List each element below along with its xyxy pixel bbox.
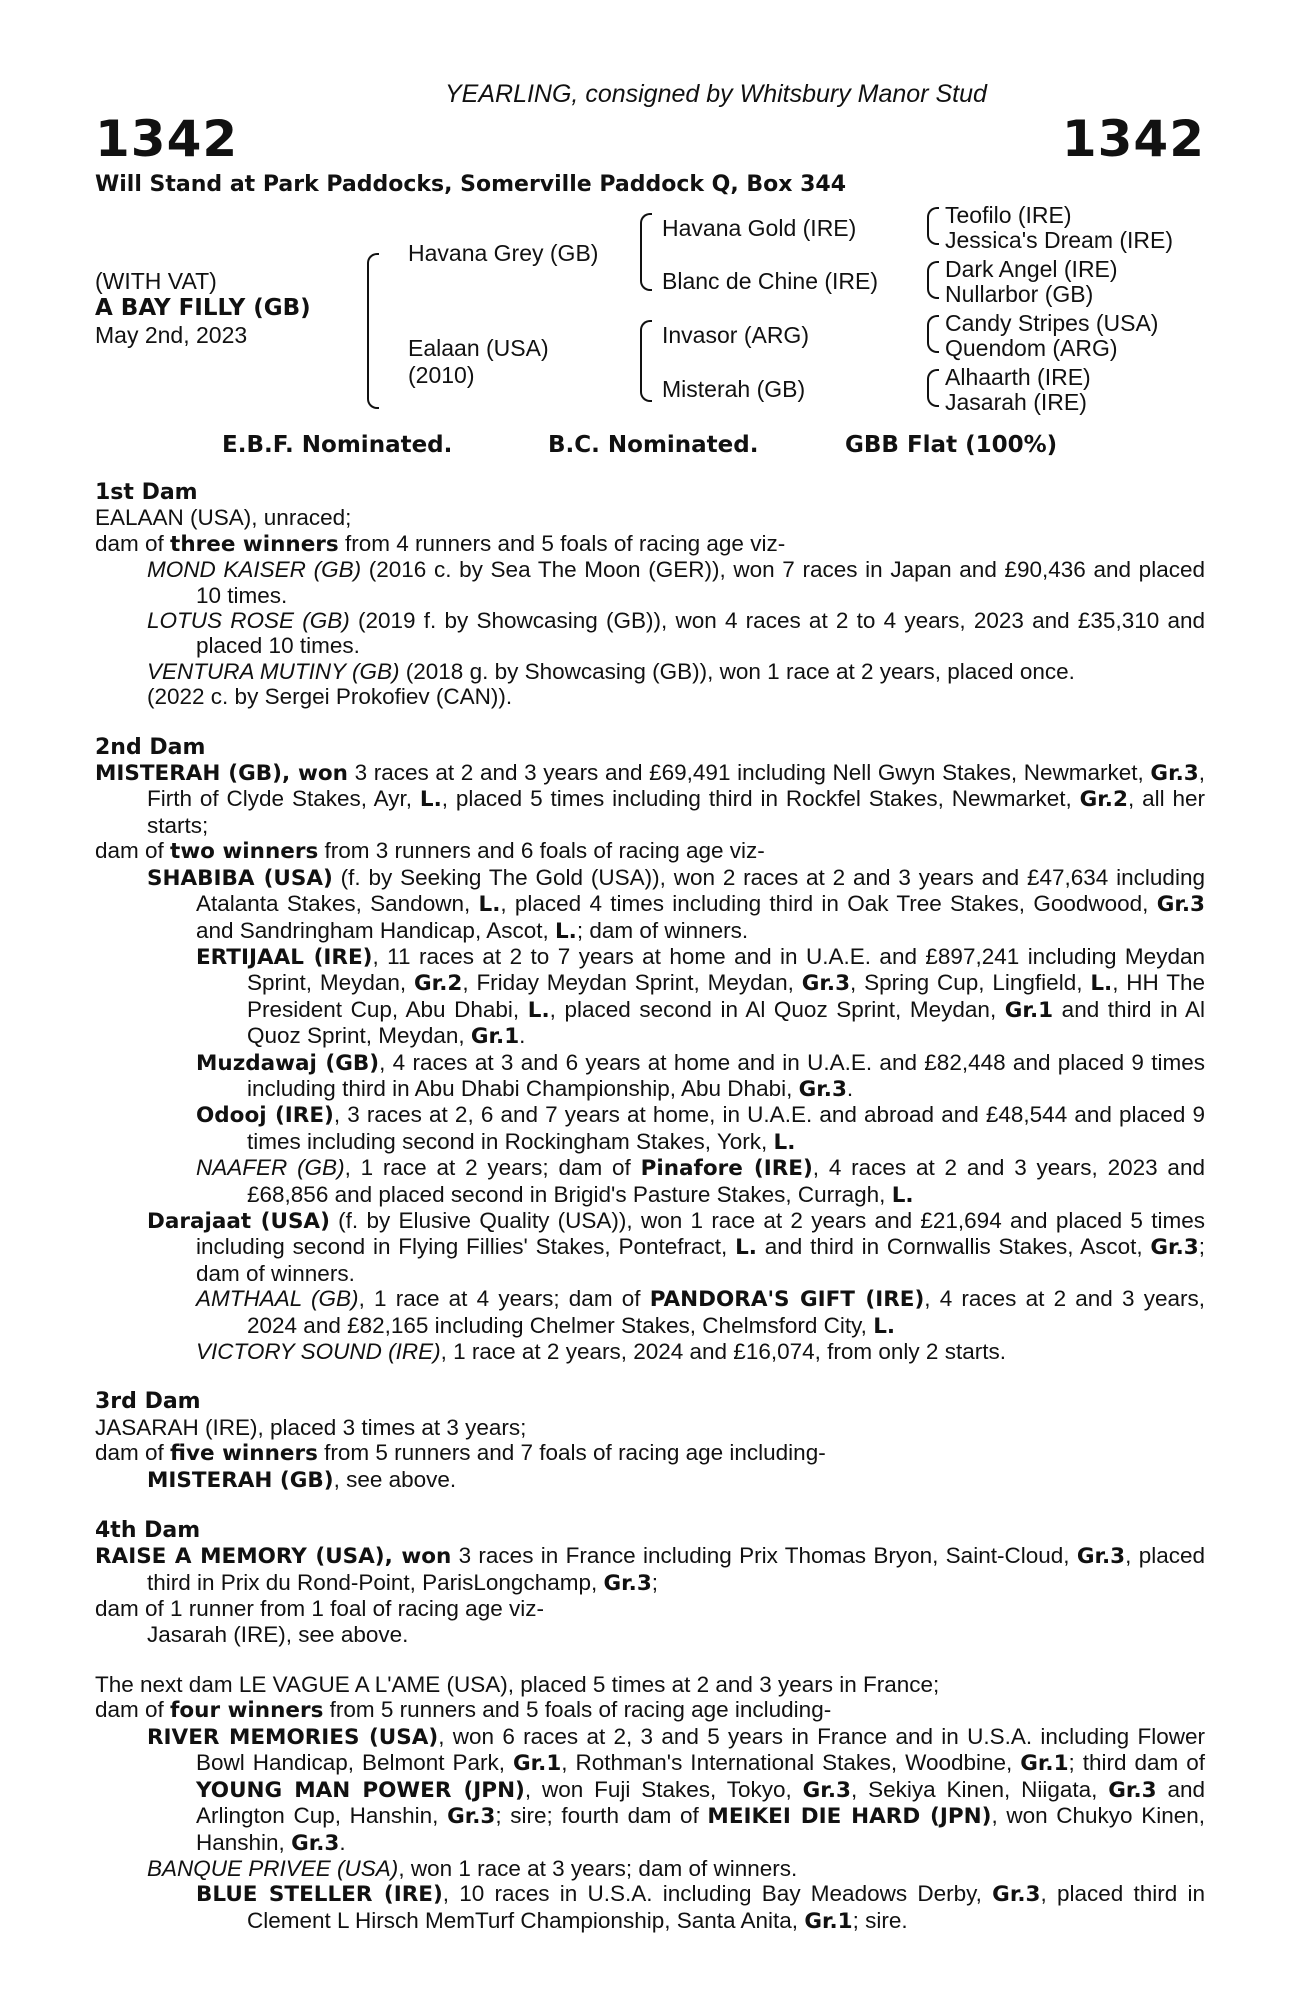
- second-dam-record: MISTERAH (GB), won 3 races at 2 and 3 years and £69,491 including Nell Gwyn Stakes, Newmarket, Gr.3, Firth of Clyde Stakes, Ayr, L., placed 5 times including third in Rockfel Stakes, Newmarket, Gr.2, all her starts;: [95, 760, 1205, 838]
- foal-entry: MISTERAH (GB), see above.: [147, 1466, 457, 1493]
- next-dam-section: [95, 1672, 1205, 1934]
- grand-foal-entry: BLUE STELLER (IRE), 10 races in U.S.A. including Bay Meadows Derby, Gr.3, placed third in Clement L Hirsch MemTurf Championship, Santa Anita, Gr.1; sire.: [196, 1881, 1206, 1934]
- ss-dam: Jessica's Dream (IRE): [945, 227, 1174, 253]
- brace-sd: [927, 261, 939, 299]
- dam-dam: Misterah (GB): [662, 376, 806, 402]
- brace-sire: [640, 213, 652, 291]
- sd-dam: Nullarbor (GB): [945, 281, 1094, 307]
- third-dam-section: [95, 1389, 1205, 1493]
- pedigree-table: [95, 202, 1205, 420]
- sire-dam: Blanc de Chine (IRE): [662, 268, 879, 294]
- brace-ss: [927, 207, 939, 245]
- second-dam-section: [95, 735, 1205, 1365]
- lot-number-right: 1342: [1061, 110, 1205, 168]
- next-dam-produce: dam of four winners from 5 runners and 5 foals of racing age including-: [95, 1697, 832, 1724]
- brace-ds: [927, 315, 939, 353]
- dd-sire: Alhaarth (IRE): [945, 364, 1091, 390]
- foal-entry: Darajaat (USA) (f. by Elusive Quality (USA)), won 1 race at 2 years and £21,694 and placed 5 times including second in Flying Fillies' Stakes, Pontefract, L. and third in Cornwallis Stakes, Ascot, Gr.3; dam of winners.: [147, 1207, 1205, 1286]
- foal-entry: VENTURA MUTINY (GB) (2018 g. by Showcasing (GB)), won 1 race at 2 years, placed once.: [147, 658, 1075, 684]
- sire-sire: Havana Gold (IRE): [662, 215, 857, 241]
- foal-entry: MOND KAISER (GB) (2016 c. by Sea The Moon (GER)), won 7 races in Japan and £90,436 and placed 10 times.: [147, 557, 1205, 608]
- consignment-line: YEARLING, consigned by Whitsbury Manor Stud: [445, 80, 987, 108]
- third-dam-produce: dam of five winners from 5 runners and 7 foals of racing age including-: [95, 1440, 826, 1467]
- grand-foal-entry: AMTHAAL (GB), 1 race at 4 years; dam of PANDORA'S GIFT (IRE), 4 races at 2 and 3 years, 2024 and £82,165 including Chelmer Stakes, Chelmsford City, L.: [196, 1286, 1205, 1339]
- dam: Ealaan (USA): [408, 335, 549, 361]
- ds-sire: Candy Stripes (USA): [945, 310, 1159, 336]
- dam-sire: Invasor (ARG): [662, 322, 809, 348]
- fourth-dam-heading: 4th Dam: [95, 1518, 201, 1544]
- next-dam-line: The next dam LE VAGUE A L'AME (USA), placed 5 times at 2 and 3 years in France;: [95, 1672, 940, 1698]
- brace-dd: [927, 369, 939, 407]
- bc-nomination: B.C. Nominated.: [548, 432, 759, 458]
- first-dam-line: EALAAN (USA), unraced;: [95, 505, 352, 531]
- ss-sire: Teofilo (IRE): [945, 202, 1072, 228]
- grand-foal-entry: NAAFER (GB), 1 race at 2 years; dam of Pinafore (IRE), 4 races at 2 and 3 years, 2023 and £68,856 and placed second in Brigid's Pasture Stakes, Curragh, L.: [196, 1155, 1205, 1208]
- horse-name: A BAY FILLY (GB): [95, 295, 311, 321]
- lot-number-left: 1342: [95, 110, 239, 168]
- foal-entry: LOTUS ROSE (GB) (2019 f. by Showcasing (GB)), won 4 races at 2 to 4 years, 2023 and £35,310 and placed 10 times.: [147, 608, 1206, 659]
- produce-record: [95, 480, 1205, 1934]
- grand-foal-entry: VICTORY SOUND (IRE), 1 race at 2 years, 2024 and £16,074, from only 2 starts.: [196, 1339, 1006, 1364]
- ds-dam: Quendom (ARG): [945, 335, 1118, 361]
- gbb-flat: GBB Flat (100%): [845, 432, 1058, 458]
- foal-entry: (2022 c. by Sergei Prokofiev (CAN)).: [147, 684, 513, 710]
- foal-entry: RIVER MEMORIES (USA), won 6 races at 2, 3 and 5 years in France and in U.S.A. including Flower Bowl Handicap, Belmont Park, Gr.1, Rothman's International Stakes, Woodbine, Gr.1; third dam of YOUNG MAN POWER (JPN), won Fuji Stakes, Tokyo, Gr.3, Sekiya Kinen, Niigata, Gr.3 and Arlington Cup, Hanshin, Gr.3; sire; fourth dam of MEIKEI DIE HARD (JPN), won Chukyo Kinen, Hanshin, Gr.3.: [147, 1723, 1205, 1856]
- second-dam-heading: 2nd Dam: [95, 734, 206, 760]
- first-dam-section: [95, 480, 1205, 710]
- fourth-dam-produce: dam of 1 runner from 1 foal of racing age viz-: [95, 1596, 544, 1622]
- brace-dam: [640, 320, 652, 402]
- second-dam-produce: dam of two winners from 3 runners and 6 foals of racing age viz-: [95, 838, 765, 865]
- foal-entry: SHABIBA (USA) (f. by Seeking The Gold (USA)), won 2 races at 2 and 3 years and £47,634 including Atalanta Stakes, Sandown, L., placed 4 times including third in Oak Tree Stakes, Goodwood, Gr.3 and Sandringham Handicap, Ascot, L.; dam of winners.: [147, 864, 1205, 944]
- fourth-dam-record: RAISE A MEMORY (USA), won 3 races in France including Prix Thomas Bryon, Saint-Cloud, Gr.3, placed third in Prix du Rond-Point, ParisLongchamp, Gr.3;: [95, 1543, 1205, 1596]
- foal-entry: Jasarah (IRE), see above.: [147, 1621, 409, 1647]
- third-dam-line: JASARAH (IRE), placed 3 times at 3 years;: [95, 1414, 527, 1440]
- third-dam-heading: 3rd Dam: [95, 1389, 201, 1415]
- grand-foal-entry: Odooj (IRE), 3 races at 2, 6 and 7 years at home, in U.A.E. and abroad and £48,544 and placed 9 times including second in Rockingham Stakes, York, L.: [196, 1102, 1205, 1155]
- vat-note: (WITH VAT): [95, 268, 217, 294]
- sd-sire: Dark Angel (IRE): [945, 256, 1118, 282]
- location-line: Will Stand at Park Paddocks, Somerville Paddock Q, Box 344: [95, 172, 847, 197]
- fourth-dam-section: [95, 1518, 1205, 1647]
- sire: Havana Grey (GB): [408, 240, 599, 266]
- horse-dob: May 2nd, 2023: [95, 322, 248, 348]
- foal-entry: BANQUE PRIVEE (USA), won 1 race at 3 years; dam of winners.: [147, 1855, 798, 1881]
- first-dam-heading: 1st Dam: [95, 480, 198, 505]
- grand-foal-entry: ERTIJAAL (IRE), 11 races at 2 to 7 years at home and in U.A.E. and £897,241 including Meydan Sprint, Meydan, Gr.2, Friday Meydan Sprint, Meydan, Gr.3, Spring Cup, Lingfield, L., HH The President Cup, Abu Dhabi, L., placed second in Al Quoz Sprint, Meydan, Gr.1 and third in Al Quoz Sprint, Meydan, Gr.1.: [196, 943, 1206, 1050]
- dd-dam: Jasarah (IRE): [945, 389, 1087, 415]
- dam-year: (2010): [408, 362, 475, 388]
- ebf-nomination: E.B.F. Nominated.: [222, 432, 453, 458]
- brace-main: [367, 253, 379, 409]
- grand-foal-entry: Muzdawaj (GB), 4 races at 3 and 6 years at home and in U.A.E. and £82,448 and placed 9 times including third in Abu Dhabi Championship, Abu Dhabi, Gr.3.: [196, 1049, 1205, 1102]
- first-dam-produce: dam of three winners from 4 runners and 5 foals of racing age viz-: [95, 530, 786, 557]
